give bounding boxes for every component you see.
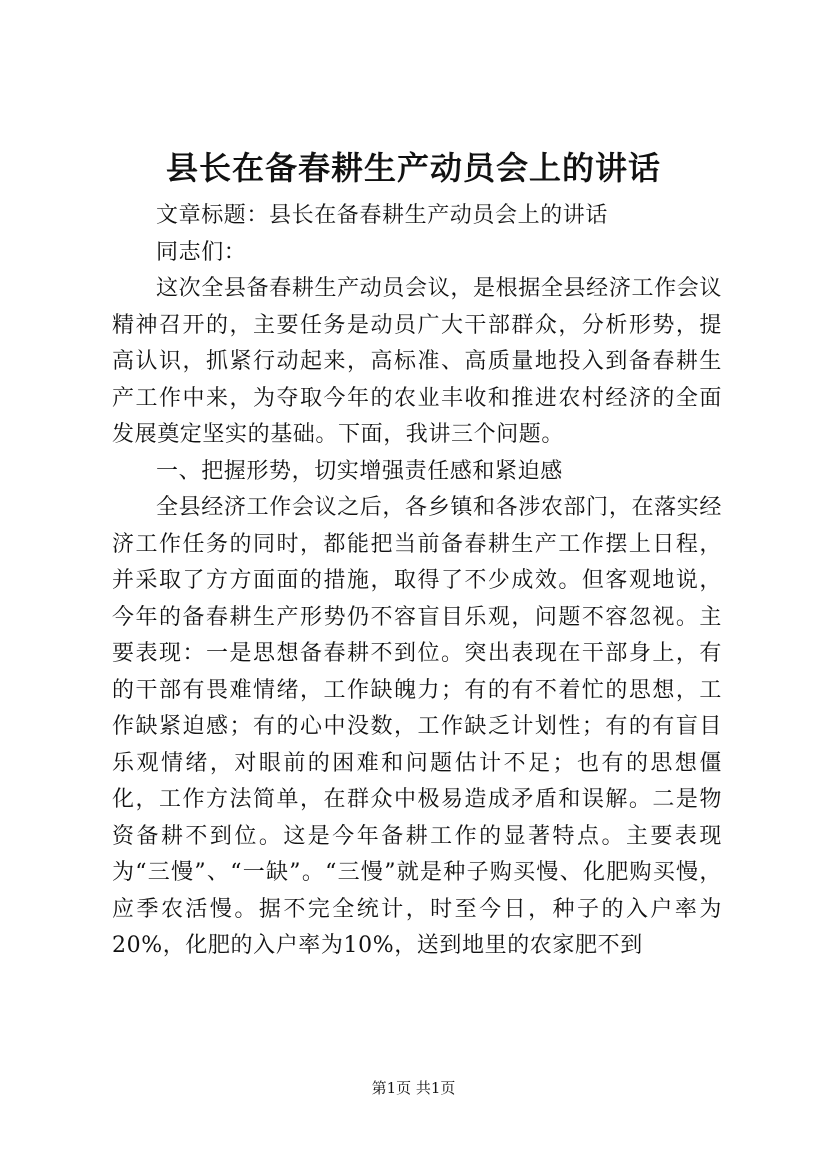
section-heading: 一、把握形势，切实增强责任感和紧迫感 xyxy=(156,458,563,484)
salutation: 同志们： xyxy=(156,239,247,265)
article-title-line: 文章标题：县长在备春耕生产动员会上的讲话 xyxy=(156,203,609,228)
page-footer: 第1页 共1页 xyxy=(371,1079,456,1097)
body-paragraph: 全县经济工作会议之后，各乡镇和各涉农部门，在落实经济工作任务的同时，都能把当前备春耕生产工作摆上日程，并采取了方方面面的措施，取得了不少成效。但客观地说，今年的备春耕生产形势仍不容盲目乐观，问题不容忽视。主要表现：一是思想备春耕不到位。突出表现在干部身上，有的干部有畏难情绪，工作缺魄力；有的有不着忙的思想，工作缺紧迫感；有的心中没数，工作缺乏计划性；有的有盲目乐观情绪，对眼前的困难和问题估计不足；也有的思想僵化，工作方法简单，在群众中极易造成矛盾和误解。二是物资备耕不到位。这是今年备耕工作的显著特点。主要表现为“三慢”、“一缺”。“三慢”就是种子购买慢、化肥购买慢，应季农活慢。据不完全统计，时至今日，种子的入户率为20%，化肥的入户率为10%，送到地里的农家肥不到 xyxy=(112,495,722,958)
document-body xyxy=(112,198,722,965)
document-title: 县长在备春耕生产动员会上的讲话 xyxy=(165,149,661,187)
intro-paragraph: 这次全县备春耕生产动员会议，是根据全县经济工作会议精神召开的，主要任务是动员广大干部群众，分析形势，提高认识，抓紧行动起来，高标准、高质量地投入到备春耕生产工作中来，为夺取今年的农业丰收和推进农村经济的全面发展奠定坚实的基础。下面，我讲三个问题。 xyxy=(112,276,722,447)
